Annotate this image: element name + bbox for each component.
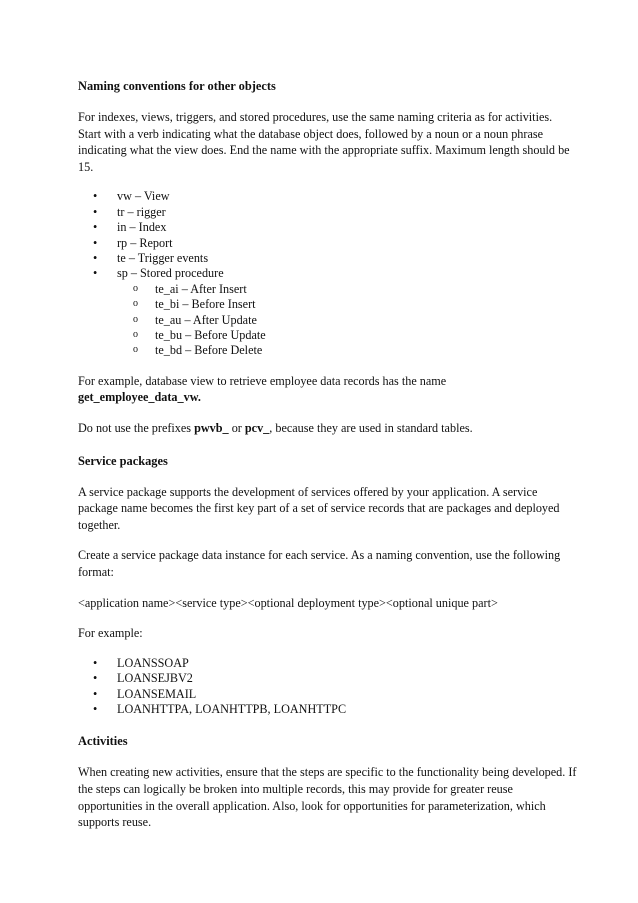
naming-conventions-paragraph: For indexes, views, triggers, and stored procedures, use the same naming criteria as for activities. Start with a verb indicating what the database object does, followed by a noun or a noun phrase indicating what the view does. End the name with the appropriate suffix. Maximum length should be 15. [78, 110, 570, 174]
sub-bullet-icon: o [133, 313, 138, 325]
suffix-list [78, 189, 578, 281]
bullet-icon: • [93, 686, 98, 701]
bullet-icon: • [93, 655, 98, 670]
sub-bullet-icon: o [133, 329, 138, 341]
list-item: • te – Trigger events [93, 251, 209, 265]
service-packages-paragraph-2: Create a service package data instance for each service. As a naming convention, use the following format: [78, 548, 561, 579]
list-item: • tr – rigger [93, 204, 166, 219]
prefix-paragraph: Do not use the prefixes pwvb_ or pcv_, because they are used in standard tables. [78, 421, 473, 436]
example-view-name: get_employee_data_vw. [78, 390, 201, 405]
service-package-format: <application name><service type><optional deployment type><optional unique part> [78, 595, 498, 610]
bullet-icon: • [93, 671, 98, 686]
section-heading-activities: Activities [78, 734, 128, 749]
sub-bullet-icon: o [133, 298, 138, 310]
list-item: • LOANHTTPA, LOANHTTPB, LOANHTTPC [93, 702, 347, 716]
sub-list-item: o te_bd – Before Delete [133, 343, 263, 358]
bullet-icon: • [93, 266, 98, 281]
bullet-icon: • [93, 220, 98, 235]
service-packages-paragraph-1: A service package supports the development of services offered by your application. A service package name becomes the first key part of a set of service records that are packages and deployed together. [78, 484, 560, 532]
document-page [78, 78, 578, 831]
bullet-icon: • [93, 189, 98, 204]
bullet-icon: • [93, 235, 98, 250]
list-item: • sp – Stored procedure [93, 266, 224, 281]
sub-bullet-icon: o [133, 344, 138, 356]
section-heading-naming-conventions: Naming conventions for other objects [78, 79, 276, 93]
list-item: • in – Index [93, 220, 167, 235]
for-example-label: For example: [78, 626, 143, 641]
sub-list-item: o te_bu – Before Update [133, 328, 266, 343]
list-item: • LOANSEMAIL [93, 686, 197, 701]
sub-list-item: o te_bi – Before Insert [133, 297, 256, 312]
bullet-icon: • [93, 702, 98, 716]
example-paragraph: For example, database view to retrieve employee data records has the name get_employee_data_vw. [78, 373, 447, 405]
list-item: • vw – View [93, 189, 170, 204]
sub-list-item: o te_ai – After Insert [133, 281, 247, 296]
list-item: • LOANSSOAP [93, 655, 189, 670]
sub-list-item: o te_au – After Update [133, 312, 257, 327]
service-package-examples-list [78, 656, 578, 718]
prefix-pwvb: pwvb_ [194, 421, 229, 436]
trigger-event-sublist [78, 282, 578, 359]
bullet-icon: • [93, 204, 98, 219]
list-item: • LOANSEJBV2 [93, 671, 193, 686]
sub-bullet-icon: o [133, 282, 138, 294]
section-heading-service-packages: Service packages [78, 453, 168, 468]
bullet-icon: • [93, 251, 98, 265]
activities-paragraph: When creating new activities, ensure that the steps are specific to the functionality being developed. If the steps can logically be broken into multiple records, this may provide for greater reuse opportunities in the overall application. Also, look for opportunities for parameterization, which supports reuse. [78, 765, 577, 830]
prefix-pcv: pcv_ [244, 421, 270, 436]
list-item: • rp – Report [93, 235, 173, 250]
